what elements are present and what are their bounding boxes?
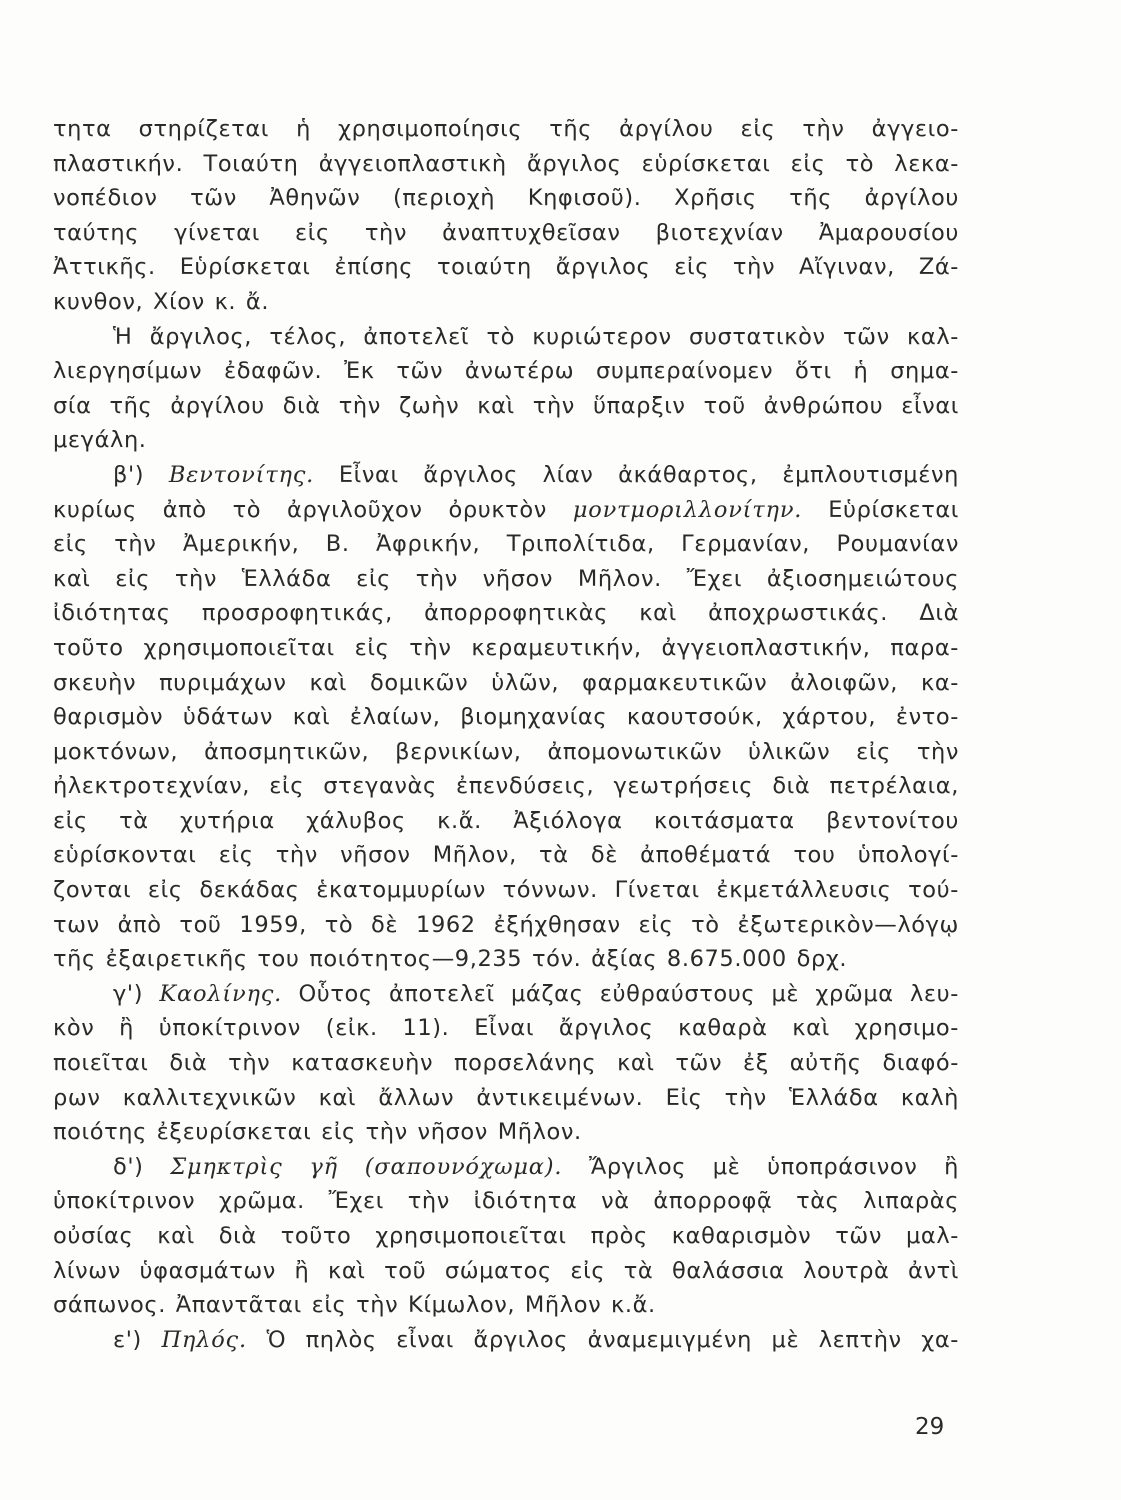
- section-heading: Καολίνης.: [159, 980, 283, 1007]
- body-text: [53, 112, 959, 1357]
- text-fragment: Ὁ πηλὸς εἶναι ἄργιλος ἀναμεμιγμένη μὲ λεπτὴν χα-: [266, 1326, 959, 1353]
- section-marker: ε'): [113, 1326, 142, 1353]
- text-line: θαρισμὸν ὑδάτων καὶ ἐλαίων, βιομηχανίας καουτσούκ, χάρτου, ἐντο-: [53, 704, 959, 731]
- text-line: ποιεῖται διὰ τὴν κατασκευὴν πορσελάνης καὶ τῶν ἐξ αὐτῆς διαφό-: [53, 1050, 959, 1077]
- section-marker: γ'): [113, 980, 144, 1007]
- text-line: Ἀττικῆς. Εὑρίσκεται ἐπίσης τοιαύτη ἄργιλος εἰς τὴν Αἴγιναν, Ζά-: [53, 254, 959, 281]
- text-fragment: Ἄργιλος μὲ ὑποπράσινον ἢ: [589, 1153, 959, 1180]
- text-line: [53, 458, 959, 493]
- text-line: τῆς ἐξαιρετικῆς του ποιότητος—9,235 τόν. ἀξίας 8.675.000 δρχ.: [53, 946, 848, 973]
- section-heading: Πηλός.: [161, 1326, 247, 1353]
- mineral-term: μοντμοριλλονίτην.: [572, 496, 803, 523]
- section-heading: Σμηκτρὶς γῆ (σαπουνόχωμα).: [170, 1153, 563, 1180]
- text-fragment: Εἶναι ἄργιλος λίαν ἀκάθαρτος, ἐμπλουτισμένη: [338, 461, 959, 488]
- text-line: μοκτόνων, ἀποσμητικῶν, βερνικίων, ἀπομονωτικῶν ὑλικῶν εἰς τὴν: [53, 738, 959, 765]
- paragraph-mud: [53, 1323, 959, 1358]
- text-line: λιεργησίμων ἐδαφῶν. Ἐκ τῶν ἀνωτέρω συμπεραίνομεν ὅτι ἡ σημα-: [53, 358, 959, 385]
- text-line: σία τῆς ἀργίλου διὰ τὴν ζωὴν καὶ τὴν ὕπαρξιν τοῦ ἀνθρώπου εἶναι: [53, 392, 959, 419]
- text-fragment: Εὑρίσκεται: [828, 496, 959, 523]
- text-line: σκευὴν πυριμάχων καὶ δομικῶν ὑλῶν, φαρμακευτικῶν ἀλοιφῶν, κα-: [53, 669, 959, 696]
- text-line: οὐσίας καὶ διὰ τοῦτο χρησιμοποιεῖται πρὸς καθαρισμὸν τῶν μαλ-: [53, 1223, 959, 1249]
- text-line: ὑποκίτρινον χρῶμα. Ἔχει τὴν ἰδιότητα νὰ ἀπορροφᾷ τὰς λιπαρὰς: [53, 1188, 959, 1215]
- text-line: τητα στηρίζεται ἡ χρησιμοποίησις τῆς ἀργίλου εἰς τὴν ἀγγειο-: [53, 116, 959, 142]
- text-line: εὑρίσκονται εἰς τὴν νῆσον Μῆλον, τὰ δὲ ἀποθέματά του ὑπολογί-: [53, 842, 959, 869]
- text-line: ἠλεκτροτεχνίαν, εἰς στεγανὰς ἐπενδύσεις, γεωτρήσεις διὰ πετρέλαια,: [53, 773, 959, 800]
- text-line: ἰδιότητας προσροφητικάς, ἀπορροφητικὰς καὶ ἀποχρωστικάς. Διὰ: [53, 600, 959, 627]
- text-line: Ἡ ἄργιλος, τέλος, ἀποτελεῖ τὸ κυριώτερον συστατικὸν τῶν καλ-: [113, 323, 959, 350]
- text-line: εἰς τὰ χυτήρια χάλυβος κ.ἄ. Ἀξιόλογα κοιτάσματα βεντονίτου: [53, 807, 959, 834]
- text-line: [53, 493, 959, 528]
- text-line: ποιότης ἐξευρίσκεται εἰς τὴν νῆσον Μῆλον.: [53, 1119, 582, 1146]
- text-line: [53, 1323, 959, 1358]
- paragraph-clay-pottery: [53, 112, 959, 320]
- text-line: [53, 1150, 959, 1185]
- text-fragment: Οὗτος ἀποτελεῖ μάζας εὐθραύστους μὲ χρῶμα λευ-: [298, 980, 959, 1007]
- paragraph-clay-soils: [53, 320, 959, 458]
- section-marker: β'): [113, 461, 145, 488]
- section-heading: Βεντονίτης.: [168, 461, 315, 488]
- text-line: κὸν ἢ ὑποκίτρινον (εἰκ. 11). Εἶναι ἄργιλος καθαρὰ καὶ χρησιμο-: [53, 1015, 959, 1042]
- text-fragment: κυρίως ἀπὸ τὸ ἀργιλοῦχον ὀρυκτὸν: [53, 496, 547, 523]
- text-line: των ἀπὸ τοῦ 1959, τὸ δὲ 1962 ἐξήχθησαν εἰς τὸ ἐξωτερικὸν—λόγῳ: [53, 911, 959, 938]
- text-line: [53, 977, 959, 1012]
- paragraph-bentonite: [53, 458, 959, 977]
- paragraph-fullers-earth: [53, 1150, 959, 1323]
- text-line: ρων καλλιτεχνικῶν καὶ ἄλλων ἀντικειμένων. Εἰς τὴν Ἑλλάδα καλὴ: [53, 1084, 959, 1111]
- text-line: καὶ εἰς τὴν Ἑλλάδα εἰς τὴν νῆσον Μῆλον. Ἔχει ἀξιοσημειώτους: [53, 565, 959, 592]
- text-line: ταύτης γίνεται εἰς τὴν ἀναπτυχθεῖσαν βιοτεχνίαν Ἀμαρουσίου: [53, 219, 959, 246]
- text-line: πλαστικήν. Τοιαύτη ἀγγειοπλαστικὴ ἄργιλος εὑρίσκεται εἰς τὸ λεκα-: [53, 150, 959, 177]
- paragraph-kaolinite: [53, 977, 959, 1150]
- text-line: τοῦτο χρησιμοποιεῖται εἰς τὴν κεραμευτικήν, ἀγγειοπλαστικήν, παρα-: [53, 634, 959, 661]
- text-line: νοπέδιον τῶν Ἀθηνῶν (περιοχὴ Κηφισοῦ). Χρῆσις τῆς ἀργίλου: [53, 185, 959, 212]
- text-line: εἰς τὴν Ἀμερικήν, Β. Ἀφρικήν, Τριπολίτιδα, Γερμανίαν, Ρουμανίαν: [53, 531, 959, 558]
- text-line: μεγάλη.: [53, 427, 147, 454]
- section-marker: δ'): [113, 1153, 144, 1180]
- text-line: ζονται εἰς δεκάδας ἑκατομμυρίων τόννων. Γίνεται ἐκμετάλλευσις τού-: [53, 877, 959, 904]
- text-line: κυνθον, Χίον κ. ἄ.: [53, 288, 270, 315]
- text-line: λίνων ὑφασμάτων ἢ καὶ τοῦ σώματος εἰς τὰ θαλάσσια λουτρὰ ἀντὶ: [53, 1257, 959, 1284]
- text-line: σάπωνος. Ἀπαντᾶται εἰς τὴν Κίμωλον, Μῆλον κ.ἄ.: [53, 1292, 656, 1319]
- page-number: 29: [915, 1414, 945, 1440]
